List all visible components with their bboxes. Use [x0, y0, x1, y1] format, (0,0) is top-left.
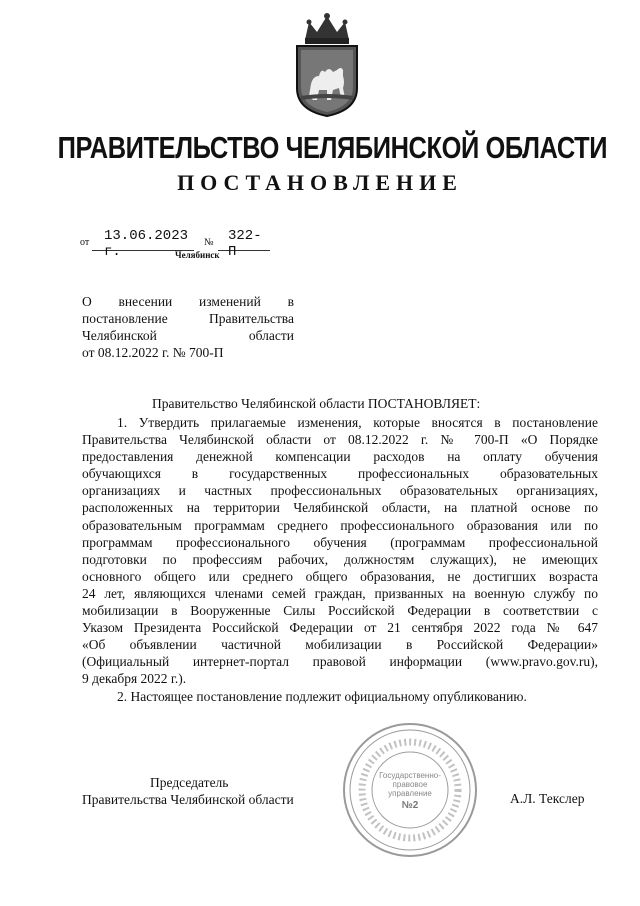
stamp-number: №2: [401, 800, 419, 811]
body-line: Указом Президента Российской Федерации от 21 сентября 2022 года № 647: [82, 620, 598, 636]
signatory-name: А.Л. Текслер: [510, 791, 585, 806]
body-line: обучающихся в государственных профессиональных образовательных: [82, 466, 598, 482]
coat-of-arms-icon: [287, 10, 367, 118]
document-type: ПОСТАНОВЛЕНИЕ: [177, 170, 463, 195]
subject-line: Челябинской области: [82, 328, 294, 343]
government-title: ПРАВИТЕЛЬСТВО ЧЕЛЯБИНСКОЙ ОБЛАСТИ: [57, 130, 608, 165]
preamble: Правительство Челябинской области ПОСТАНОВЛЯЕТ:: [152, 396, 481, 411]
subject-block: [82, 293, 294, 361]
body-line: 1. Утвердить прилагаемые изменения, которые вносятся в постановление: [117, 415, 598, 430]
body-line: организациях и частных профессиональных образовательных организациях,: [82, 483, 598, 499]
date-value: 13.06.2023 г.: [104, 228, 189, 260]
body-line: подготовки по профессиям рабочих, должностям служащих), не имеющих: [82, 551, 598, 567]
number-label: №: [204, 237, 214, 248]
stamp-text: Государственно-: [379, 771, 441, 780]
body-line: (Официальный интернет-портал правовой информации (www.pravo.gov.ru),: [82, 654, 598, 670]
stamp-text: управление: [388, 789, 432, 798]
official-stamp-icon: [340, 720, 480, 860]
body-line: образовательным программам среднего профессионального образования или по: [82, 517, 598, 533]
body-line: предоставления денежной компенсации расходов на оплату обучения: [82, 449, 598, 465]
stamp-text: правовое: [392, 780, 428, 789]
body-line: программам профессионального обучения (программам профессиональной: [82, 534, 598, 550]
date-label: от: [80, 237, 90, 248]
body-text: [82, 414, 598, 705]
subject-line: постановление Правительства: [82, 311, 294, 326]
signatory-title-line1: Председатель: [150, 775, 229, 790]
number-value: 322-П: [228, 228, 262, 260]
body-line: 24 лет, являющихся членами семей граждан, призванных на военную службу по: [82, 585, 598, 601]
body-line: Правительства Челябинской области от 08.12.2022 г. № 700-П «О Порядке: [82, 432, 598, 448]
body-line: 2. Настоящее постановление подлежит официальному опубликованию.: [117, 688, 527, 704]
body-line: «Об объявлении частичной мобилизации в Российской Федерации»: [82, 637, 598, 653]
body-line: расположенных на территории Челябинской области, на платной основе по: [82, 500, 598, 516]
signatory-title: [82, 774, 294, 808]
body-line: мобилизации в Вооруженные Силы Российской Федерации в соответствии с: [82, 603, 598, 619]
body-line: основного общего или среднего общего образования, не достигших возраста: [82, 568, 598, 584]
body-line: 9 декабря 2022 г.).: [82, 671, 187, 687]
signatory-title-line2: Правительства Челябинской области: [82, 792, 294, 807]
subject-line: от 08.12.2022 г. № 700-П: [82, 345, 224, 360]
subject-line: О внесении изменений в: [82, 294, 294, 309]
city-label: Челябинск: [175, 250, 220, 260]
